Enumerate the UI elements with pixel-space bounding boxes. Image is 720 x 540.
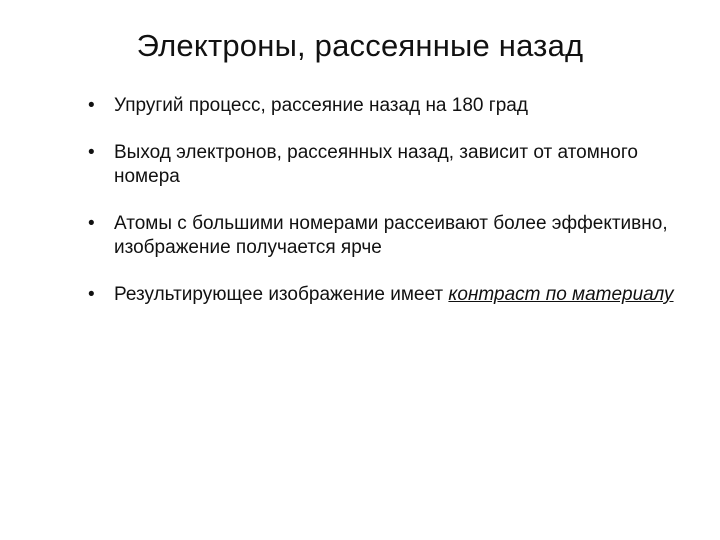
slide-title: Электроны, рассеянные назад [136, 28, 584, 63]
emphasized-term: контраст по материалу [448, 284, 674, 305]
bullet-text: Атомы с большими номерами рассеивают более эффективно, изображение получается ярче [114, 213, 668, 258]
bullet-icon: • [88, 213, 95, 234]
bullet-icon: • [88, 284, 95, 305]
bullet-item [88, 141, 688, 189]
bullet-text: Выход электронов, рассеянных назад, зависит от атомного номера [114, 142, 638, 187]
bullet-text: Результирующее изображение имеет [114, 284, 449, 305]
bullet-item [88, 212, 688, 260]
bullet-item [88, 283, 688, 307]
bullet-item [88, 94, 688, 118]
bullet-list [88, 94, 688, 330]
bullet-text: Упругий процесс, рассеяние назад на 180 град [114, 95, 528, 116]
bullet-icon: • [88, 142, 95, 163]
bullet-icon: • [88, 95, 95, 116]
